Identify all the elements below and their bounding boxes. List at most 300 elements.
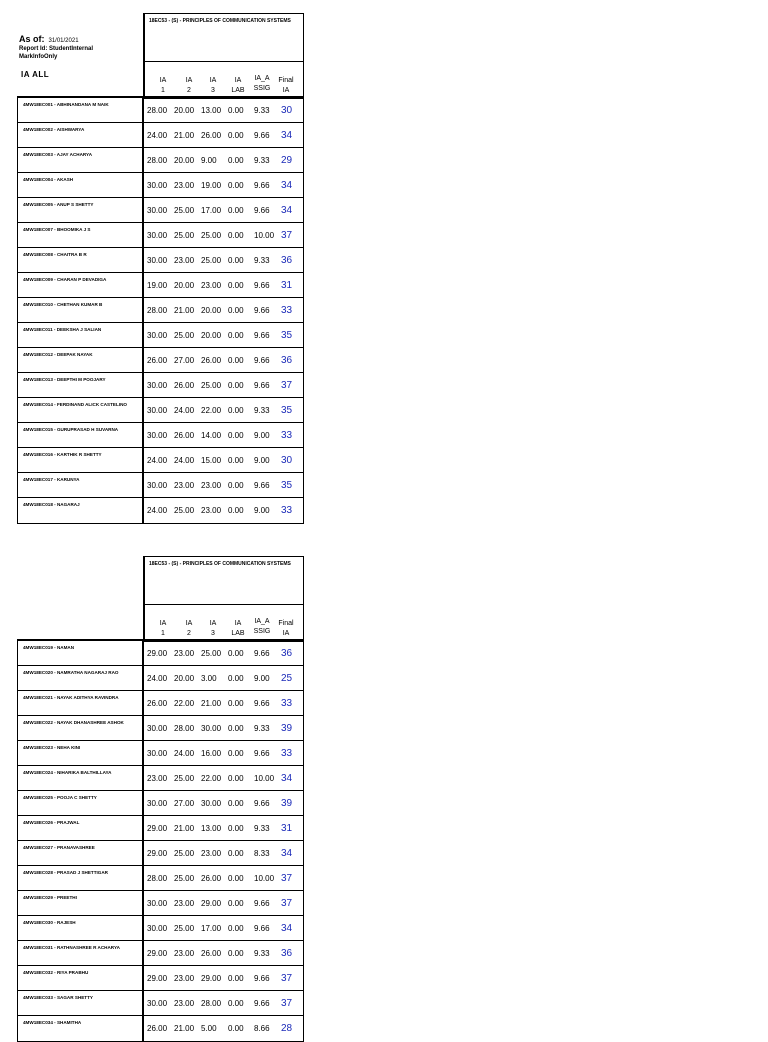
marks-cells: [144, 691, 301, 715]
ia1-mark: 29.00: [147, 648, 168, 658]
marks-cells: [144, 423, 301, 447]
table-row: [18, 123, 303, 148]
ia3-mark: 20.00: [201, 330, 222, 340]
ia-assig-mark: 9.33: [254, 105, 270, 115]
student-name: 4MW18EC020 - NAMRATHA NAGARAJ RAO: [18, 666, 144, 690]
ia3-mark: 15.00: [201, 455, 222, 465]
ia2-mark: 23.00: [174, 255, 195, 265]
final-ia-mark: 36: [281, 947, 293, 959]
ia-lab-mark: 0.00: [228, 255, 244, 265]
ia3-mark: 13.00: [201, 823, 222, 833]
student-name: 4MW18EC033 - SAGAR SHETTY: [18, 991, 144, 1015]
marks-cells: [144, 716, 301, 740]
ia-assig-mark: 9.66: [254, 355, 270, 365]
student-name: 4MW18EC005 - ANUP S SHETTY: [18, 198, 144, 222]
marks-cells: [144, 766, 301, 790]
ia3-mark: 26.00: [201, 873, 222, 883]
table-row: [18, 791, 303, 816]
ia-lab-mark: 0.00: [228, 205, 244, 215]
ia-assig-mark: 9.00: [254, 455, 270, 465]
final-ia-mark: 28: [281, 1023, 293, 1034]
table-row: [18, 1016, 303, 1041]
student-name: 4MW18EC014 - FERDINAND ALICK CASTELINO: [18, 398, 144, 422]
final-ia-mark: 36: [281, 254, 293, 266]
ia2-mark: 23.00: [174, 948, 195, 958]
ia1-mark: 30.00: [147, 923, 168, 933]
student-name: 4MW18EC011 - DEEKSHA J SALIAN: [18, 323, 144, 347]
ia3-mark: 21.00: [201, 698, 222, 708]
ia-lab-mark: 0.00: [228, 480, 244, 490]
final-ia-mark: 39: [281, 722, 293, 734]
ia1-mark: 30.00: [147, 205, 168, 215]
student-name: 4MW18EC027 - PRANAVASHREE: [18, 841, 144, 865]
ia1-mark: 30.00: [147, 380, 168, 390]
ia3-mark: 25.00: [201, 648, 222, 658]
marks-cells: [144, 298, 301, 322]
ia2-mark: 20.00: [174, 155, 195, 165]
marks-cells: [144, 1016, 301, 1041]
page2-header: [143, 556, 304, 642]
ia2-mark: 25.00: [174, 506, 195, 515]
col-ia1: IA 1: [159, 77, 167, 94]
ia1-mark: 28.00: [147, 873, 168, 883]
ia3-mark: 25.00: [201, 230, 222, 240]
final-ia-mark: 35: [281, 479, 293, 491]
ia2-mark: 28.00: [174, 723, 195, 733]
final-ia-mark: 37: [281, 229, 293, 241]
student-name: 4MW18EC018 - NAGARAJ: [18, 498, 144, 523]
ia1-mark: 29.00: [147, 823, 168, 833]
ia2-mark: 21.00: [174, 130, 195, 140]
ia-assig-mark: 9.66: [254, 798, 270, 808]
marks-cells: [144, 916, 301, 940]
ia-lab-mark: 0.00: [228, 230, 244, 240]
table-row: [18, 298, 303, 323]
ia1-mark: 30.00: [147, 230, 168, 240]
table-row: [18, 148, 303, 173]
col-ia-assig: IA_A SSIG ...: [253, 75, 271, 99]
marks-cells: [144, 398, 301, 422]
ia-assig-mark: 9.00: [254, 430, 270, 440]
marks-cells: [144, 866, 301, 890]
col-ia-assig: IA_A SSIG ...: [253, 618, 271, 642]
ia-lab-mark: 0.00: [228, 698, 244, 708]
ia-lab-mark: 0.00: [228, 405, 244, 415]
student-name: 4MW18EC004 - AKASH: [18, 173, 144, 197]
marks-cells: [144, 941, 301, 965]
student-name: 4MW18EC029 - PREETHI: [18, 891, 144, 915]
table-row: [18, 916, 303, 941]
final-ia-mark: 25: [281, 672, 293, 684]
ia2-mark: 20.00: [174, 673, 195, 683]
student-name: 4MW18EC012 - DEEPAK NAYAK: [18, 348, 144, 372]
col-ia3: IA 3: [209, 620, 217, 637]
marks-cells: [144, 966, 301, 990]
ia1-mark: 24.00: [147, 506, 168, 515]
page1-header: [143, 13, 304, 99]
table-row: [18, 966, 303, 991]
ia1-mark: 30.00: [147, 723, 168, 733]
ia-assig-mark: 10.00: [254, 773, 275, 783]
ia3-mark: 23.00: [201, 480, 222, 490]
ia-lab-mark: 0.00: [228, 948, 244, 958]
ia1-mark: 30.00: [147, 405, 168, 415]
table-row: [18, 348, 303, 373]
final-ia-mark: 33: [281, 429, 293, 441]
table-row: [18, 473, 303, 498]
final-ia-mark: 34: [281, 922, 293, 934]
ia2-mark: 25.00: [174, 773, 195, 783]
ia1-mark: 26.00: [147, 698, 168, 708]
ia1-mark: 26.00: [147, 355, 168, 365]
ia3-mark: 19.00: [201, 180, 222, 190]
ia1-mark: 28.00: [147, 155, 168, 165]
column-headers: [145, 62, 303, 98]
ia3-mark: 29.00: [201, 973, 222, 983]
ia2-mark: 23.00: [174, 180, 195, 190]
ia3-mark: 9.00: [201, 155, 217, 165]
ia1-mark: 28.00: [147, 305, 168, 315]
student-name: 4MW18EC009 - CHARAN P DEVADIGA: [18, 273, 144, 297]
ia1-mark: 24.00: [147, 455, 168, 465]
ia-assig-mark: 9.66: [254, 180, 270, 190]
ia3-mark: 30.00: [201, 723, 222, 733]
ia-assig-mark: 9.66: [254, 973, 270, 983]
marks-cells: [144, 841, 301, 865]
table-row: [18, 248, 303, 273]
ia3-mark: 3.00: [201, 673, 217, 683]
marks-cells: [144, 148, 301, 172]
ia3-mark: 28.00: [201, 998, 222, 1008]
ia-lab-mark: 0.00: [228, 648, 244, 658]
report-id: Report Id: StudentInternal MarkInfoOnly: [19, 46, 93, 60]
ia-lab-mark: 0.00: [228, 823, 244, 833]
col-ia-lab: IA LAB: [231, 620, 245, 637]
ia2-mark: 25.00: [174, 848, 195, 858]
student-name: 4MW18EC015 - GURUPRASAD H SUVARNA: [18, 423, 144, 447]
marks-cells: [144, 373, 301, 397]
table-row: [18, 716, 303, 741]
table-row: [18, 398, 303, 423]
col-ia1: IA 1: [159, 620, 167, 637]
ia2-mark: 27.00: [174, 798, 195, 808]
ia1-mark: 29.00: [147, 848, 168, 858]
student-name: 4MW18EC025 - POOJA C SHETTY: [18, 791, 144, 815]
final-ia-mark: 31: [281, 822, 293, 834]
marks-cells: [144, 123, 301, 147]
ia2-mark: 21.00: [174, 305, 195, 315]
col-ia2: IA 2: [185, 77, 193, 94]
ia2-mark: 26.00: [174, 380, 195, 390]
ia3-mark: 26.00: [201, 130, 222, 140]
ia3-mark: 30.00: [201, 798, 222, 808]
ia2-mark: 27.00: [174, 355, 195, 365]
table-row: [18, 666, 303, 691]
ia-lab-mark: 0.00: [228, 330, 244, 340]
marks-cells: [144, 98, 301, 122]
ia2-mark: 20.00: [174, 105, 195, 115]
student-name: 4MW18EC001 - ABHINANDANA M NAIK: [18, 98, 144, 122]
as-of-date: 31/01/2021: [48, 38, 79, 44]
table-row: [18, 498, 303, 523]
ia3-mark: 23.00: [201, 506, 222, 515]
ia-assig-mark: 9.66: [254, 330, 270, 340]
ia-assig-mark: 9.66: [254, 923, 270, 933]
ia1-mark: 30.00: [147, 430, 168, 440]
ia-lab-mark: 0.00: [228, 355, 244, 365]
ia-assig-mark: 8.66: [254, 1024, 270, 1033]
student-name: 4MW18EC010 - CHETHAN KUMAR B: [18, 298, 144, 322]
marks-cells: [144, 791, 301, 815]
final-ia-mark: 37: [281, 872, 293, 884]
ia-assig-mark: 9.33: [254, 155, 270, 165]
student-name: 4MW18EC030 - RAJESH: [18, 916, 144, 940]
ia-assig-mark: 9.33: [254, 723, 270, 733]
final-ia-mark: 33: [281, 304, 293, 316]
final-ia-mark: 30: [281, 454, 293, 466]
ia-assig-mark: 9.00: [254, 673, 270, 683]
marks-cells: [144, 641, 301, 665]
final-ia-mark: 39: [281, 797, 293, 809]
final-ia-mark: 33: [281, 697, 293, 709]
marks-cells: [144, 741, 301, 765]
marks-cells: [144, 816, 301, 840]
ia-lab-mark: 0.00: [228, 798, 244, 808]
ia-lab-mark: 0.00: [228, 748, 244, 758]
final-ia-mark: 29: [281, 154, 293, 166]
ia1-mark: 30.00: [147, 898, 168, 908]
ia-assig-mark: 9.33: [254, 405, 270, 415]
marks-cells: [144, 991, 301, 1015]
ia-assig-mark: 10.00: [254, 230, 275, 240]
ia3-mark: 26.00: [201, 355, 222, 365]
ia2-mark: 25.00: [174, 230, 195, 240]
table-row: [18, 641, 303, 666]
ia3-mark: 14.00: [201, 430, 222, 440]
table-row: [18, 691, 303, 716]
marks-cells: [144, 498, 301, 523]
final-ia-mark: 37: [281, 972, 293, 984]
ia-all-label: IA ALL: [21, 70, 50, 79]
table-row: [18, 741, 303, 766]
ia-lab-mark: 0.00: [228, 305, 244, 315]
ia-lab-mark: 0.00: [228, 1024, 244, 1033]
marks-cells: [144, 448, 301, 472]
marks-table-page1: [17, 96, 304, 524]
table-row: [18, 841, 303, 866]
student-name: 4MW18EC034 - SHAMITHA: [18, 1016, 144, 1041]
final-ia-mark: 34: [281, 129, 293, 141]
ia-assig-mark: 9.66: [254, 280, 270, 290]
ia1-mark: 30.00: [147, 180, 168, 190]
ia-lab-mark: 0.00: [228, 898, 244, 908]
ia-lab-mark: 0.00: [228, 455, 244, 465]
ia3-mark: 25.00: [201, 255, 222, 265]
student-name: 4MW18EC032 - RIYA PRABHU: [18, 966, 144, 990]
ia2-mark: 23.00: [174, 973, 195, 983]
ia-assig-mark: 9.66: [254, 748, 270, 758]
ia-lab-mark: 0.00: [228, 180, 244, 190]
final-ia-mark: 37: [281, 897, 293, 909]
ia3-mark: 17.00: [201, 205, 222, 215]
ia1-mark: 30.00: [147, 255, 168, 265]
ia1-mark: 29.00: [147, 948, 168, 958]
ia2-mark: 22.00: [174, 698, 195, 708]
ia1-mark: 30.00: [147, 480, 168, 490]
ia3-mark: 22.00: [201, 405, 222, 415]
table-row: [18, 816, 303, 841]
ia-lab-mark: 0.00: [228, 155, 244, 165]
ia1-mark: 26.00: [147, 1024, 168, 1033]
ia-lab-mark: 0.00: [228, 723, 244, 733]
student-name: 4MW18EC019 - NAMAN: [18, 641, 144, 665]
student-name: 4MW18EC021 - NAYAK ADITHYA RAVINDRA: [18, 691, 144, 715]
final-ia-mark: 35: [281, 329, 293, 341]
ia-assig-mark: 9.33: [254, 823, 270, 833]
ia-lab-mark: 0.00: [228, 998, 244, 1008]
table-row: [18, 173, 303, 198]
final-ia-mark: 31: [281, 279, 293, 291]
ia2-mark: 25.00: [174, 873, 195, 883]
ia3-mark: 26.00: [201, 948, 222, 958]
ia2-mark: 20.00: [174, 280, 195, 290]
table-row: [18, 866, 303, 891]
final-ia-mark: 37: [281, 997, 293, 1009]
ia-assig-mark: 9.66: [254, 380, 270, 390]
col-ia3: IA 3: [209, 77, 217, 94]
table-row: [18, 991, 303, 1016]
ia3-mark: 13.00: [201, 105, 222, 115]
table-row: [18, 223, 303, 248]
student-name: 4MW18EC031 - RATHNASHREE R ACHARYA: [18, 941, 144, 965]
marks-cells: [144, 323, 301, 347]
ia1-mark: 23.00: [147, 773, 168, 783]
ia3-mark: 20.00: [201, 305, 222, 315]
marks-cells: [144, 223, 301, 247]
ia2-mark: 24.00: [174, 405, 195, 415]
final-ia-mark: 34: [281, 179, 293, 191]
ia1-mark: 29.00: [147, 973, 168, 983]
marks-cells: [144, 248, 301, 272]
ia2-mark: 26.00: [174, 430, 195, 440]
ia3-mark: 5.00: [201, 1024, 217, 1033]
ia-lab-mark: 0.00: [228, 130, 244, 140]
marks-cells: [144, 273, 301, 297]
final-ia-mark: 34: [281, 847, 293, 859]
ia2-mark: 24.00: [174, 748, 195, 758]
course-title: 18EC53 - (S) - PRINCIPLES OF COMMUNICATION SYSTEMS: [145, 557, 303, 605]
ia3-mark: 17.00: [201, 923, 222, 933]
col-ia2: IA 2: [185, 620, 193, 637]
course-title: 18EC53 - (S) - PRINCIPLES OF COMMUNICATION SYSTEMS: [145, 14, 303, 62]
final-ia-mark: 37: [281, 379, 293, 391]
ia3-mark: 25.00: [201, 380, 222, 390]
ia2-mark: 25.00: [174, 923, 195, 933]
table-row: [18, 198, 303, 223]
ia1-mark: 30.00: [147, 998, 168, 1008]
col-final-ia: Final IA: [278, 620, 294, 637]
col-final-ia: Final IA: [278, 77, 294, 94]
ia1-mark: 19.00: [147, 280, 168, 290]
final-ia-mark: 35: [281, 404, 293, 416]
ia1-mark: 30.00: [147, 748, 168, 758]
ia2-mark: 25.00: [174, 205, 195, 215]
ia1-mark: 30.00: [147, 330, 168, 340]
ia-assig-mark: 9.33: [254, 255, 270, 265]
ia-assig-mark: 9.66: [254, 898, 270, 908]
ia-assig-mark: 9.66: [254, 998, 270, 1008]
marks-cells: [144, 173, 301, 197]
as-of-label: As of:: [19, 34, 45, 44]
ia2-mark: 23.00: [174, 898, 195, 908]
table-row: [18, 323, 303, 348]
ia-lab-mark: 0.00: [228, 105, 244, 115]
ia2-mark: 24.00: [174, 455, 195, 465]
final-ia-mark: 36: [281, 647, 293, 659]
ia3-mark: 22.00: [201, 773, 222, 783]
student-name: 4MW18EC002 - AISHWARYA: [18, 123, 144, 147]
final-ia-mark: 34: [281, 204, 293, 216]
final-ia-mark: 33: [281, 747, 293, 759]
table-row: [18, 98, 303, 123]
ia3-mark: 23.00: [201, 848, 222, 858]
table-row: [18, 423, 303, 448]
student-name: 4MW18EC013 - DEEPTHI M POOJARY: [18, 373, 144, 397]
student-name: 4MW18EC003 - AJAY ACHARYA: [18, 148, 144, 172]
ia2-mark: 23.00: [174, 648, 195, 658]
ia3-mark: 29.00: [201, 898, 222, 908]
ia-assig-mark: 9.33: [254, 948, 270, 958]
ia-lab-mark: 0.00: [228, 773, 244, 783]
ia-lab-mark: 0.00: [228, 430, 244, 440]
ia-assig-mark: 9.66: [254, 480, 270, 490]
ia2-mark: 23.00: [174, 998, 195, 1008]
ia-assig-mark: 9.00: [254, 506, 270, 515]
student-name: 4MW18EC008 - CHAITRA B R: [18, 248, 144, 272]
col-ia-lab: IA LAB: [231, 77, 245, 94]
column-headers: [145, 605, 303, 641]
ia-lab-mark: 0.00: [228, 848, 244, 858]
marks-cells: [144, 348, 301, 372]
student-name: 4MW18EC007 - BHOOMIKA J S: [18, 223, 144, 247]
ia-assig-mark: 8.33: [254, 848, 270, 858]
table-row: [18, 891, 303, 916]
ia-assig-mark: 9.66: [254, 130, 270, 140]
table-row: [18, 941, 303, 966]
final-ia-mark: 30: [281, 104, 293, 116]
table-row: [18, 766, 303, 791]
student-name: 4MW18EC016 - KARTHIK R SHETTY: [18, 448, 144, 472]
student-name: 4MW18EC028 - PRASAD J SHETTIGAR: [18, 866, 144, 890]
ia1-mark: 24.00: [147, 673, 168, 683]
table-row: [18, 273, 303, 298]
ia-lab-mark: 0.00: [228, 923, 244, 933]
ia2-mark: 25.00: [174, 330, 195, 340]
ia2-mark: 21.00: [174, 1024, 195, 1033]
marks-table-page2: [17, 639, 304, 1042]
ia3-mark: 16.00: [201, 748, 222, 758]
ia-assig-mark: 10.00: [254, 873, 275, 883]
ia-lab-mark: 0.00: [228, 873, 244, 883]
marks-cells: [144, 198, 301, 222]
ia-assig-mark: 9.66: [254, 698, 270, 708]
ia-assig-mark: 9.66: [254, 305, 270, 315]
ia3-mark: 23.00: [201, 280, 222, 290]
final-ia-mark: 33: [281, 505, 293, 516]
ia-lab-mark: 0.00: [228, 673, 244, 683]
ia-assig-mark: 9.66: [254, 648, 270, 658]
student-name: 4MW18EC023 - NEHA KINI: [18, 741, 144, 765]
